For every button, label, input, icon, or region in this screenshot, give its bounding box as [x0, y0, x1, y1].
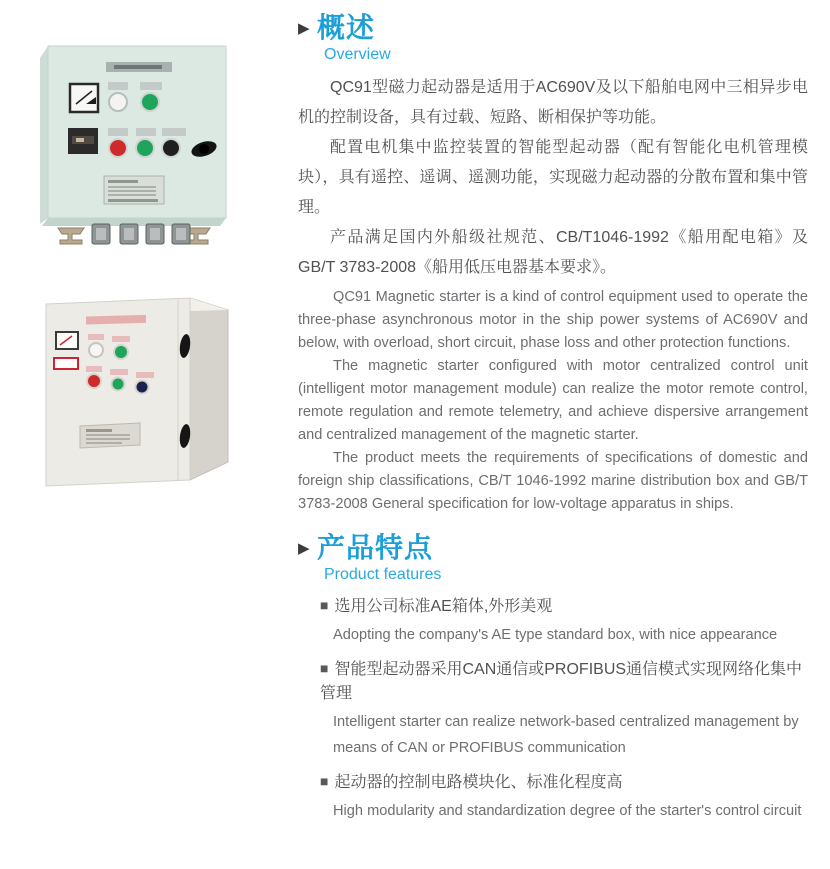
product-photo-starter-perspective — [28, 284, 268, 494]
overview-title-cn: 概述 — [317, 12, 376, 43]
features-title-en: Product features — [324, 566, 442, 583]
section-product-features — [298, 532, 808, 824]
overview-paragraph-en: The magnetic starter configured with motor centralized control unit (intelligent motor management module) can realize the motor remote control, remote regulation and remote telemetry, and achieve dispersive arrangement and centralized management of the magnetic starter. — [298, 358, 808, 443]
warning-label — [54, 358, 78, 369]
feature-cn-label: 选用公司标准AE箱体,外形美观 — [334, 598, 553, 615]
feature-cn-label: 智能型起动器采用CAN通信或PROFIBUS通信模式实现网络化集中管理 — [320, 661, 803, 702]
content-column — [298, 12, 808, 833]
cabinet-side-face — [40, 46, 48, 224]
feature-text-en: Intelligent starter can realize network-based centralized management by means of CAN or PROFIBUS communication — [333, 714, 799, 756]
product-photos — [28, 36, 278, 494]
cabinet-side-face — [190, 298, 228, 480]
button-label — [108, 128, 128, 136]
features-heading — [298, 532, 808, 585]
run-button-green — [112, 378, 125, 391]
ammeter — [56, 332, 78, 349]
feature-cn-label: 起动器的控制电路模块化、标准化程度高 — [334, 774, 623, 791]
stop-button-red — [109, 139, 127, 157]
nameplate — [80, 423, 140, 448]
indicator-lamp-white — [89, 343, 103, 357]
section-arrow-icon: ▶ — [298, 540, 310, 557]
button-label — [110, 369, 128, 375]
button-label — [86, 366, 102, 372]
nameplate — [104, 176, 164, 204]
feature-list — [298, 594, 808, 824]
cabinet-title-plate — [86, 315, 146, 325]
start-button-green — [141, 93, 159, 111]
section-overview — [298, 12, 808, 516]
overview-paragraph-cn: 产品满足国内外船级社规范、CB/T1046-1992《船用配电箱》及GB/T 3783-2008《船用低压电器基本要求》。 — [298, 229, 808, 276]
reset-button-black — [162, 139, 180, 157]
overview-paragraph-cn: QC91型磁力起动器是适用于AC690V及以下船舶电网中三相异步电机的控制设备，具有过载、短路、断相保护等功能。 — [298, 79, 808, 126]
overview-paragraphs-cn — [298, 73, 808, 283]
feature-text-cn — [320, 657, 808, 706]
overview-heading — [298, 12, 808, 65]
cabinet-title-plate-text — [114, 65, 162, 69]
overview-paragraph-en: The product meets the requirements of specifications of domestic and foreign ship classifications, CB/T 1046-1992 marine distribution box and GB/T 3783-2008 General specification for low-voltage apparatus in ships. — [298, 450, 808, 512]
stop-button-red — [87, 374, 101, 388]
cable-glands — [92, 224, 190, 244]
product-photo-starter-front — [28, 36, 268, 248]
reset-button-navy — [136, 381, 149, 394]
mounting-bracket — [58, 228, 84, 244]
overview-title-en: Overview — [324, 46, 391, 63]
section-arrow-icon: ▶ — [298, 20, 310, 37]
button-label — [136, 372, 154, 378]
run-button-green — [136, 139, 154, 157]
button-label — [162, 128, 186, 136]
button-label — [140, 82, 162, 90]
cabinet-front-face — [46, 298, 190, 486]
overview-paragraphs-en — [298, 286, 808, 516]
button-label — [136, 128, 156, 136]
feature-bullet-icon: ■ — [320, 660, 329, 676]
start-button-green — [114, 345, 128, 359]
overview-paragraph-cn: 配置电机集中监控装置的智能型起动器（配有智能化电机管理模块），具有遥控、遥调、遥测功能，实现磁力起动器的分散布置和集中管理。 — [298, 139, 808, 216]
breaker-switch — [68, 128, 98, 154]
feature-item — [320, 594, 808, 648]
feature-text-en: Adopting the company's AE type standard box, with nice appearance — [333, 627, 778, 643]
feature-item — [320, 657, 808, 761]
feature-bullet-icon: ■ — [320, 597, 329, 613]
feature-bullet-icon: ■ — [320, 773, 329, 789]
button-label — [108, 82, 128, 90]
button-label — [88, 334, 104, 340]
overview-paragraph-en: QC91 Magnetic starter is a kind of control equipment used to operate the three-phase asynchronous motor in the ship power systems of AC690V and below, with overload, short circuit, phase loss and other protection functions. — [298, 289, 808, 351]
features-title-cn: 产品特点 — [317, 532, 434, 563]
ammeter — [70, 84, 98, 112]
feature-text-en: High modularity and standardization degree of the starter's control circuit — [333, 803, 802, 819]
feature-text-cn — [320, 594, 808, 619]
feature-text-cn — [320, 770, 808, 795]
feature-item — [320, 770, 808, 824]
button-label — [112, 336, 130, 342]
indicator-lamp-white — [109, 93, 127, 111]
